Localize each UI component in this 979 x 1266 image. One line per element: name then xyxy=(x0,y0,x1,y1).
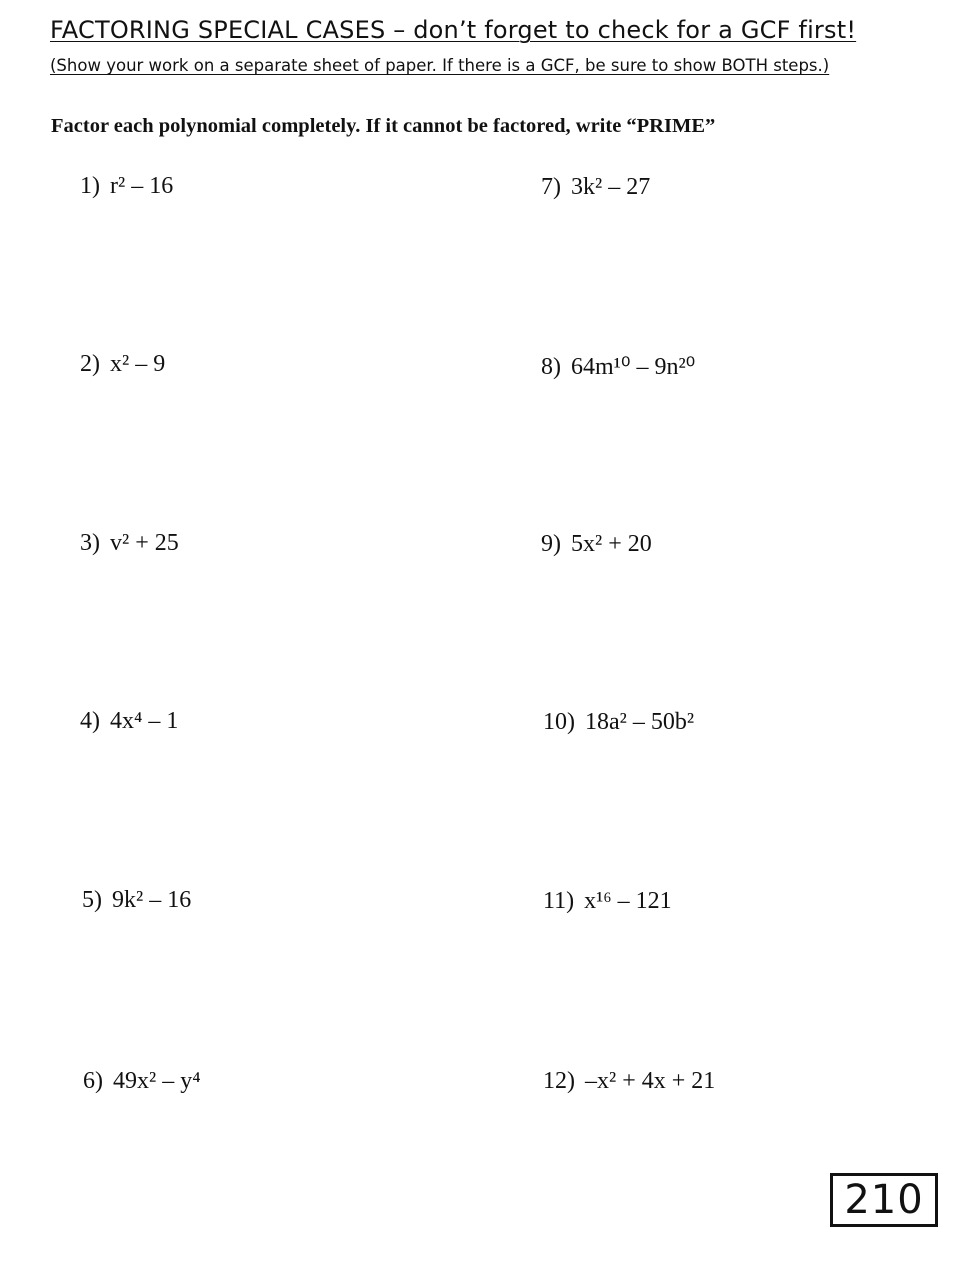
problem-2 xyxy=(80,351,165,378)
problem-number: 5) xyxy=(82,887,102,913)
problem-expression: –x² + 4x + 21 xyxy=(585,1068,716,1094)
problem-number: 12) xyxy=(543,1068,575,1094)
problem-3 xyxy=(80,530,179,557)
problem-5 xyxy=(82,887,191,914)
worksheet-title: FACTORING SPECIAL CASES – don’t forget to check for a GCF first! xyxy=(50,16,857,44)
problem-expression: 18a² – 50b² xyxy=(585,709,695,735)
problem-8 xyxy=(541,352,695,381)
worksheet-subtitle: (Show your work on a separate sheet of paper. If there is a GCF, be sure to show BOTH steps.) xyxy=(50,56,830,75)
problem-9 xyxy=(541,531,652,558)
instructions: Factor each polynomial completely. If it cannot be factored, write “PRIME” xyxy=(51,115,716,137)
problem-number: 6) xyxy=(83,1068,103,1094)
page-number: 210 xyxy=(844,1177,924,1223)
problem-number: 9) xyxy=(541,531,561,557)
problem-number: 1) xyxy=(80,173,100,199)
problem-expression: x¹⁶ – 121 xyxy=(584,888,672,914)
problem-expression: 49x² – y⁴ xyxy=(113,1068,201,1094)
problem-expression: 4x⁴ – 1 xyxy=(110,708,179,734)
problem-number: 11) xyxy=(543,888,575,914)
problem-number: 2) xyxy=(80,351,100,377)
problem-expression: r² – 16 xyxy=(110,173,174,199)
problem-10 xyxy=(543,709,694,736)
problem-expression: 64m¹⁰ – 9n²⁰ xyxy=(571,354,696,380)
problem-12 xyxy=(543,1068,715,1095)
problem-expression: v² + 25 xyxy=(110,530,179,556)
problem-number: 7) xyxy=(541,174,561,200)
problem-expression: x² – 9 xyxy=(110,351,166,377)
problem-number: 8) xyxy=(541,354,561,380)
problem-number: 4) xyxy=(80,708,100,734)
problem-4 xyxy=(80,708,178,735)
problem-7 xyxy=(541,174,650,201)
page-number-box xyxy=(830,1173,938,1227)
problem-expression: 3k² – 27 xyxy=(571,174,651,200)
problem-number: 10) xyxy=(543,709,575,735)
problem-expression: 5x² + 20 xyxy=(571,531,652,557)
problem-number: 3) xyxy=(80,530,100,556)
problem-11 xyxy=(543,888,672,915)
problem-1 xyxy=(80,173,173,200)
problem-6 xyxy=(83,1068,201,1095)
problem-expression: 9k² – 16 xyxy=(112,887,192,913)
